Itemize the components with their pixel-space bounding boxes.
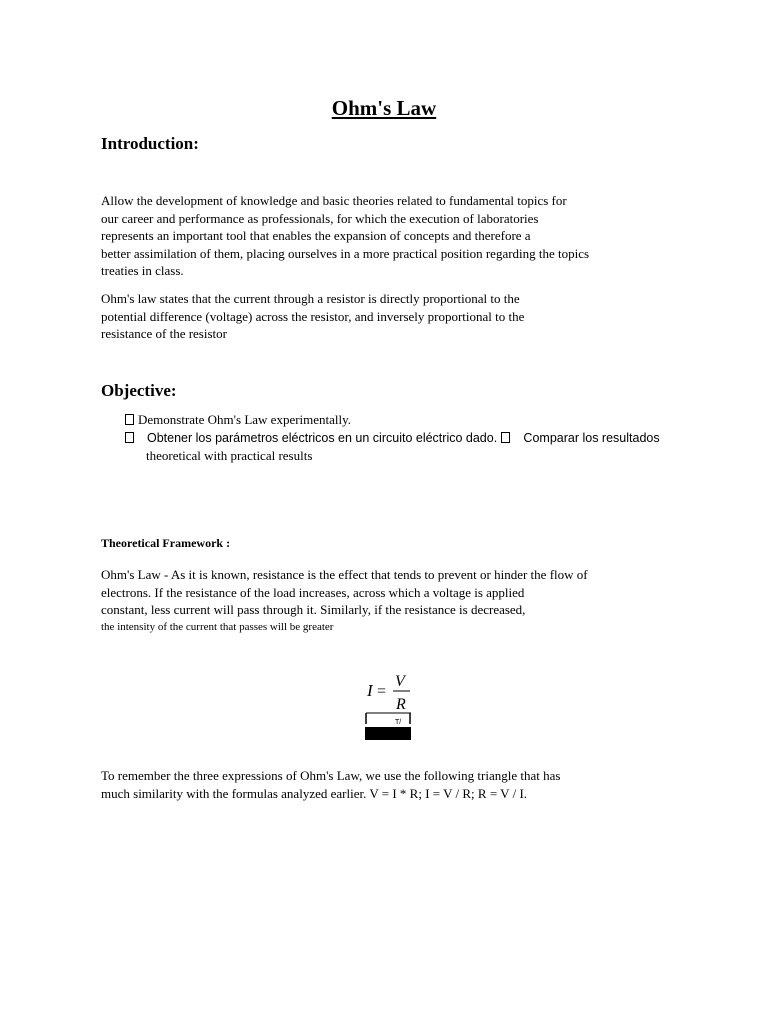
formula-denominator: R	[396, 696, 406, 713]
paragraph-line: our career and performance as professionals, for which the execution of laboratories	[101, 210, 539, 226]
paragraph-line: much similarity with the formulas analyzed earlier. V = I * R; I = V / R; R = V / I.	[101, 785, 528, 801]
bullet-text: Comparar los resultados	[523, 430, 660, 445]
formula-footer-mark: T/	[395, 719, 402, 726]
list-item	[125, 411, 660, 429]
objective-list	[125, 411, 660, 465]
framework-paragraph	[101, 566, 588, 635]
paragraph-line: potential difference (voltage) across the resistor, and inversely proportional to the	[101, 308, 525, 324]
paragraph-line: constant, less current will pass through it. Similarly, if the resistance is decreased,	[101, 602, 526, 618]
formula-lhs: I	[367, 681, 373, 700]
paragraph-line: resistance of the resistor	[101, 326, 227, 342]
triangle-paragraph	[101, 767, 560, 802]
paragraph-line: treaties in class.	[101, 263, 184, 279]
paragraph-line: represents an important tool that enables the expansion of concepts and therefore a	[101, 228, 531, 244]
list-item	[125, 429, 660, 448]
paragraph-line: Ohm's law states that the current through a resistor is directly proportional to the	[101, 291, 520, 306]
paragraph-line: better assimilation of them, placing ourselves in a more practical position regarding the topics	[101, 245, 590, 261]
introduction-paragraph-1	[101, 192, 589, 280]
framework-heading: Theoretical Framework :	[101, 536, 231, 550]
formula-equals: =	[377, 683, 387, 700]
introduction-heading: Introduction:	[101, 134, 199, 153]
bullet-text: Obtener los parámetros eléctricos en un circuito eléctrico dado.	[147, 430, 498, 445]
formula-black-bar	[365, 727, 411, 740]
introduction-paragraph-2	[101, 290, 524, 343]
formula-graphic	[363, 672, 413, 742]
objective-heading: Objective:	[101, 381, 177, 400]
paragraph-line: Ohm's Law - As it is known, resistance is the effect that tends to prevent or hinder the flow of	[101, 567, 588, 582]
ohms-law-formula	[363, 672, 413, 742]
paragraph-line: the intensity of the current that passes will be greater	[101, 620, 334, 633]
list-item-continuation: theoretical with practical results	[146, 448, 313, 464]
paragraph-line: electrons. If the resistance of the load increases, across which a voltage is applied	[101, 584, 525, 600]
paragraph-line: To remember the three expressions of Ohm's Law, we use the following triangle that has	[101, 768, 561, 783]
missing-glyph-icon	[125, 414, 134, 425]
missing-glyph-icon	[501, 432, 510, 443]
formula-numerator: V	[395, 673, 405, 690]
page-title: Ohm's Law	[331, 96, 437, 120]
missing-glyph-icon	[125, 432, 134, 443]
paragraph-line: Allow the development of knowledge and basic theories related to fundamental topics for	[101, 193, 567, 208]
bullet-text: Demonstrate Ohm's Law experimentally.	[138, 412, 352, 427]
